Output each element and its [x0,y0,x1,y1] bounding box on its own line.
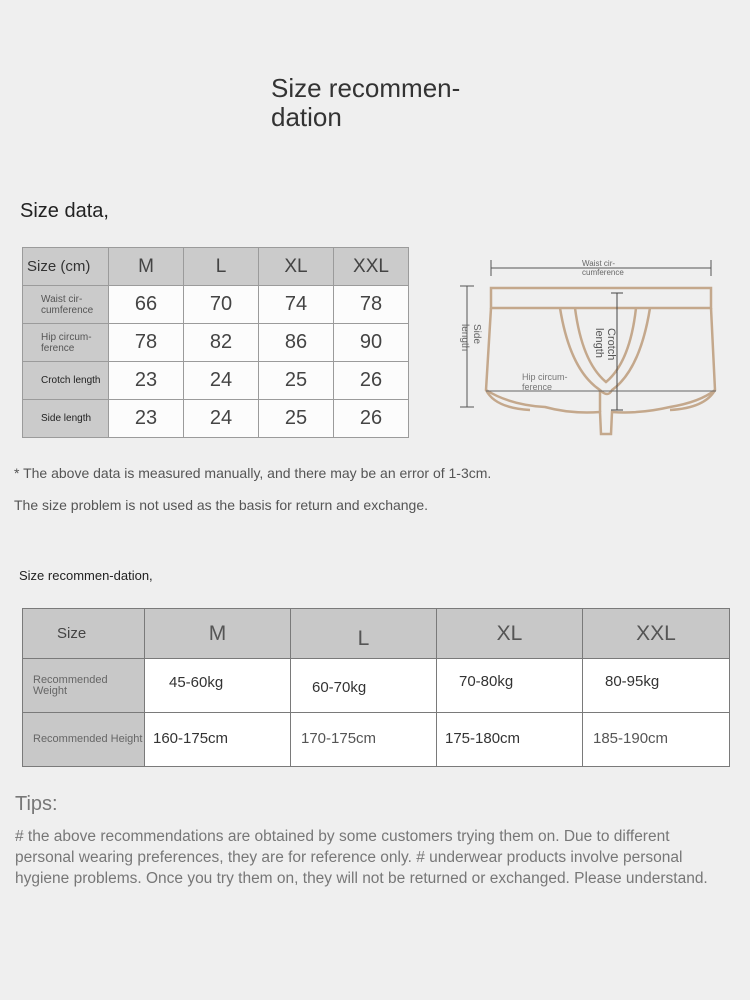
size-data-table [22,247,409,438]
side-label: Side [471,324,482,345]
hip-label: Hip circum- [522,372,568,382]
row-label: Recommended Weight [23,659,145,713]
table-row [23,400,409,438]
measurement-diagram [450,250,730,445]
recommendation-heading: Size recommen-dation, [19,568,153,583]
table-cell: 175-180cm [437,713,583,767]
size-recommendation-table [22,608,730,767]
table-cell: 24 [184,362,259,400]
size-header: M [145,609,291,659]
table-cell: 66 [109,286,184,324]
size-header: XXL [583,609,730,659]
table-cell: 82 [184,324,259,362]
table-cell: 86 [259,324,334,362]
size-header: L [184,248,259,286]
table-row [23,713,730,767]
size-header: XL [437,609,583,659]
svg-text:cumference: cumference [582,268,624,277]
table-header-row [23,609,730,659]
table-cell: 78 [109,324,184,362]
corner-label: Size (cm) [23,248,109,286]
tips-body: # the above recommendations are obtained by some customers trying them on. Due to different personal wearing preferences, they are for reference only. # underwear products involve personal hygiene problems. Once you try them on, they will not be returned or exchanged. Please understand. [15,828,708,887]
table-row [23,362,409,400]
return-note: The size problem is not used as the basis for return and exchange. [14,497,429,513]
crotch-label: Crotch [605,328,617,361]
table-row [23,659,730,713]
table-header-row [23,248,409,286]
table-cell: 26 [334,400,409,438]
row-label: Recommended Height [23,713,145,767]
page-title: Size recommen-dation [271,73,461,132]
size-header: L [291,609,437,659]
waist-label: Waist cir- [582,259,616,268]
table-cell: 170-175cm [291,713,437,767]
row-label: Crotch length [23,362,109,400]
row-label: Waist cir-cumference [23,286,109,324]
svg-text:length: length [459,324,470,352]
table-cell: 185-190cm [583,713,730,767]
table-cell: 74 [259,286,334,324]
svg-text:length: length [593,328,605,358]
size-header: XXL [334,248,409,286]
svg-text:ference: ference [522,382,553,392]
table-cell: 45-60kg [145,659,291,713]
table-cell: 80-95kg [583,659,730,713]
table-cell: 70-80kg [437,659,583,713]
table-cell: 26 [334,362,409,400]
table-cell: 25 [259,400,334,438]
corner-label: Size [23,609,145,659]
size-header: M [109,248,184,286]
table-cell: 25 [259,362,334,400]
table-cell: 23 [109,362,184,400]
table-cell: 160-175cm [145,713,291,767]
table-row [23,286,409,324]
tips-heading: Tips: [15,793,58,815]
measurement-note: * The above data is measured manually, and there may be an error of 1-3cm. [14,465,492,481]
table-cell: 60-70kg [291,659,437,713]
underwear-outline [486,288,715,434]
table-cell: 78 [334,286,409,324]
size-data-heading: Size data, [20,200,109,222]
size-header: XL [259,248,334,286]
table-cell: 23 [109,400,184,438]
table-cell: 70 [184,286,259,324]
row-label: Side length [23,400,109,438]
table-row [23,324,409,362]
row-label: Hip circum-ference [23,324,109,362]
table-cell: 24 [184,400,259,438]
table-cell: 90 [334,324,409,362]
